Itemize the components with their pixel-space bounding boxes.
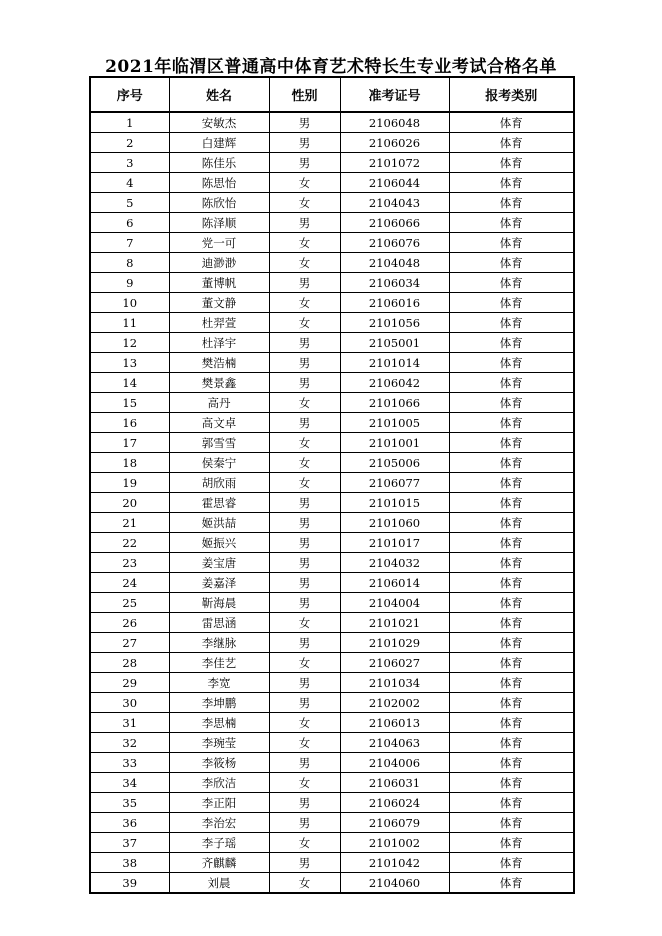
cell-exam-ticket-number: 2106014	[340, 573, 449, 593]
cell-serial-number: 12	[90, 333, 169, 353]
cell-serial-number: 21	[90, 513, 169, 533]
cell-serial-number: 14	[90, 373, 169, 393]
cell-gender: 女	[269, 833, 340, 853]
cell-application-category: 体育	[449, 633, 574, 653]
table-row	[90, 153, 574, 173]
cell-gender: 女	[269, 613, 340, 633]
cell-application-category: 体育	[449, 733, 574, 753]
cell-name: 安敏杰	[169, 112, 269, 133]
cell-application-category: 体育	[449, 112, 574, 133]
table-row	[90, 513, 574, 533]
cell-serial-number: 24	[90, 573, 169, 593]
cell-exam-ticket-number: 2104006	[340, 753, 449, 773]
cell-application-category: 体育	[449, 293, 574, 313]
table-body	[90, 112, 574, 893]
cell-name: 姜宝唐	[169, 553, 269, 573]
cell-name: 姬洪喆	[169, 513, 269, 533]
cell-exam-ticket-number: 2106048	[340, 112, 449, 133]
cell-exam-ticket-number: 2101034	[340, 673, 449, 693]
cell-exam-ticket-number: 2104060	[340, 873, 449, 894]
table-row	[90, 833, 574, 853]
cell-serial-number: 39	[90, 873, 169, 894]
cell-gender: 男	[269, 133, 340, 153]
cell-gender: 女	[269, 433, 340, 453]
cell-serial-number: 25	[90, 593, 169, 613]
cell-serial-number: 33	[90, 753, 169, 773]
table-row	[90, 613, 574, 633]
cell-serial-number: 31	[90, 713, 169, 733]
cell-serial-number: 35	[90, 793, 169, 813]
cell-exam-ticket-number: 2101056	[340, 313, 449, 333]
cell-gender: 女	[269, 173, 340, 193]
table-row	[90, 433, 574, 453]
cell-name: 李佳艺	[169, 653, 269, 673]
cell-application-category: 体育	[449, 713, 574, 733]
cell-exam-ticket-number: 2104032	[340, 553, 449, 573]
cell-gender: 男	[269, 533, 340, 553]
cell-name: 李欣洁	[169, 773, 269, 793]
cell-serial-number: 4	[90, 173, 169, 193]
cell-gender: 女	[269, 473, 340, 493]
cell-application-category: 体育	[449, 193, 574, 213]
cell-name: 董文静	[169, 293, 269, 313]
cell-exam-ticket-number: 2106024	[340, 793, 449, 813]
cell-name: 刘晨	[169, 873, 269, 894]
cell-gender: 女	[269, 233, 340, 253]
cell-name: 靳海晨	[169, 593, 269, 613]
cell-gender: 男	[269, 553, 340, 573]
header-exam-ticket-number: 准考证号	[340, 77, 449, 112]
table-row	[90, 373, 574, 393]
cell-application-category: 体育	[449, 153, 574, 173]
cell-exam-ticket-number: 2101021	[340, 613, 449, 633]
cell-application-category: 体育	[449, 213, 574, 233]
cell-name: 迪渺渺	[169, 253, 269, 273]
cell-application-category: 体育	[449, 333, 574, 353]
table-row	[90, 133, 574, 153]
cell-application-category: 体育	[449, 233, 574, 253]
cell-name: 胡欣雨	[169, 473, 269, 493]
cell-serial-number: 22	[90, 533, 169, 553]
cell-application-category: 体育	[449, 693, 574, 713]
cell-gender: 男	[269, 693, 340, 713]
cell-application-category: 体育	[449, 433, 574, 453]
cell-serial-number: 36	[90, 813, 169, 833]
table-row	[90, 873, 574, 894]
table-row	[90, 673, 574, 693]
cell-application-category: 体育	[449, 753, 574, 773]
cell-gender: 男	[269, 793, 340, 813]
cell-gender: 男	[269, 153, 340, 173]
cell-serial-number: 19	[90, 473, 169, 493]
cell-exam-ticket-number: 2106013	[340, 713, 449, 733]
cell-gender: 女	[269, 253, 340, 273]
cell-exam-ticket-number: 2101072	[340, 153, 449, 173]
cell-gender: 男	[269, 573, 340, 593]
cell-exam-ticket-number: 2101001	[340, 433, 449, 453]
cell-serial-number: 34	[90, 773, 169, 793]
cell-serial-number: 16	[90, 413, 169, 433]
table-row	[90, 473, 574, 493]
table-row	[90, 753, 574, 773]
cell-name: 樊浩楠	[169, 353, 269, 373]
cell-exam-ticket-number: 2106034	[340, 273, 449, 293]
cell-application-category: 体育	[449, 793, 574, 813]
cell-exam-ticket-number: 2106066	[340, 213, 449, 233]
cell-gender: 女	[269, 393, 340, 413]
cell-gender: 男	[269, 513, 340, 533]
cell-name: 陈佳乐	[169, 153, 269, 173]
cell-exam-ticket-number: 2106079	[340, 813, 449, 833]
table-row	[90, 493, 574, 513]
page-title: 2021年临渭区普通高中体育艺术特长生专业考试合格名单	[105, 57, 557, 77]
cell-name: 李正阳	[169, 793, 269, 813]
cell-serial-number: 20	[90, 493, 169, 513]
cell-exam-ticket-number: 2106031	[340, 773, 449, 793]
table-row	[90, 773, 574, 793]
cell-application-category: 体育	[449, 273, 574, 293]
cell-name: 白建辉	[169, 133, 269, 153]
cell-name: 董博帆	[169, 273, 269, 293]
cell-name: 李子瑶	[169, 833, 269, 853]
cell-serial-number: 9	[90, 273, 169, 293]
cell-application-category: 体育	[449, 553, 574, 573]
cell-gender: 女	[269, 713, 340, 733]
cell-application-category: 体育	[449, 833, 574, 853]
cell-serial-number: 32	[90, 733, 169, 753]
cell-application-category: 体育	[449, 133, 574, 153]
cell-exam-ticket-number: 2105001	[340, 333, 449, 353]
cell-application-category: 体育	[449, 653, 574, 673]
cell-exam-ticket-number: 2106077	[340, 473, 449, 493]
cell-application-category: 体育	[449, 473, 574, 493]
cell-exam-ticket-number: 2104004	[340, 593, 449, 613]
cell-application-category: 体育	[449, 393, 574, 413]
cell-application-category: 体育	[449, 513, 574, 533]
cell-serial-number: 1	[90, 112, 169, 133]
cell-name: 霍思睿	[169, 493, 269, 513]
cell-application-category: 体育	[449, 453, 574, 473]
cell-serial-number: 13	[90, 353, 169, 373]
cell-serial-number: 28	[90, 653, 169, 673]
cell-application-category: 体育	[449, 373, 574, 393]
table-row	[90, 353, 574, 373]
cell-exam-ticket-number: 2101029	[340, 633, 449, 653]
cell-gender: 男	[269, 373, 340, 393]
cell-gender: 男	[269, 353, 340, 373]
header-serial-number: 序号	[90, 77, 169, 112]
cell-name: 李宽	[169, 673, 269, 693]
cell-application-category: 体育	[449, 853, 574, 873]
table-row	[90, 553, 574, 573]
cell-exam-ticket-number: 2101014	[340, 353, 449, 373]
table-row	[90, 733, 574, 753]
table-row	[90, 333, 574, 353]
cell-application-category: 体育	[449, 873, 574, 894]
qualified-list-table	[89, 76, 575, 894]
table-row	[90, 793, 574, 813]
cell-serial-number: 7	[90, 233, 169, 253]
cell-serial-number: 2	[90, 133, 169, 153]
cell-name: 齐麒麟	[169, 853, 269, 873]
cell-serial-number: 18	[90, 453, 169, 473]
cell-name: 李思楠	[169, 713, 269, 733]
cell-name: 李治宏	[169, 813, 269, 833]
table-row	[90, 573, 574, 593]
cell-application-category: 体育	[449, 573, 574, 593]
cell-exam-ticket-number: 2106026	[340, 133, 449, 153]
cell-exam-ticket-number: 2104063	[340, 733, 449, 753]
cell-name: 侯秦宁	[169, 453, 269, 473]
cell-serial-number: 37	[90, 833, 169, 853]
cell-exam-ticket-number: 2101002	[340, 833, 449, 853]
cell-serial-number: 3	[90, 153, 169, 173]
cell-serial-number: 29	[90, 673, 169, 693]
cell-serial-number: 30	[90, 693, 169, 713]
cell-application-category: 体育	[449, 253, 574, 273]
table-row	[90, 593, 574, 613]
cell-serial-number: 27	[90, 633, 169, 653]
cell-exam-ticket-number: 2106027	[340, 653, 449, 673]
table-row	[90, 713, 574, 733]
cell-name: 杜泽宇	[169, 333, 269, 353]
cell-serial-number: 5	[90, 193, 169, 213]
header-gender: 性别	[269, 77, 340, 112]
cell-exam-ticket-number: 2104043	[340, 193, 449, 213]
cell-exam-ticket-number: 2106042	[340, 373, 449, 393]
cell-serial-number: 17	[90, 433, 169, 453]
cell-gender: 女	[269, 193, 340, 213]
table-row	[90, 393, 574, 413]
cell-serial-number: 38	[90, 853, 169, 873]
cell-exam-ticket-number: 2104048	[340, 253, 449, 273]
cell-name: 姜嘉泽	[169, 573, 269, 593]
cell-application-category: 体育	[449, 173, 574, 193]
cell-name: 樊景鑫	[169, 373, 269, 393]
cell-name: 杜羿萱	[169, 313, 269, 333]
cell-serial-number: 6	[90, 213, 169, 233]
cell-name: 郭雪雪	[169, 433, 269, 453]
table-row	[90, 293, 574, 313]
cell-gender: 女	[269, 313, 340, 333]
table-row	[90, 213, 574, 233]
cell-gender: 男	[269, 112, 340, 133]
cell-gender: 男	[269, 213, 340, 233]
cell-gender: 男	[269, 413, 340, 433]
cell-name: 高丹	[169, 393, 269, 413]
cell-name: 陈泽顺	[169, 213, 269, 233]
cell-gender: 男	[269, 593, 340, 613]
cell-serial-number: 26	[90, 613, 169, 633]
cell-name: 李筱杨	[169, 753, 269, 773]
cell-exam-ticket-number: 2101042	[340, 853, 449, 873]
cell-serial-number: 10	[90, 293, 169, 313]
cell-exam-ticket-number: 2101005	[340, 413, 449, 433]
cell-application-category: 体育	[449, 313, 574, 333]
cell-name: 高文卓	[169, 413, 269, 433]
cell-gender: 男	[269, 813, 340, 833]
cell-gender: 男	[269, 753, 340, 773]
table-row	[90, 653, 574, 673]
table-row	[90, 533, 574, 553]
cell-application-category: 体育	[449, 593, 574, 613]
table-row	[90, 813, 574, 833]
table-row	[90, 253, 574, 273]
cell-serial-number: 11	[90, 313, 169, 333]
cell-gender: 女	[269, 453, 340, 473]
cell-name: 陈思怡	[169, 173, 269, 193]
table-row	[90, 453, 574, 473]
cell-gender: 女	[269, 733, 340, 753]
cell-exam-ticket-number: 2106076	[340, 233, 449, 253]
cell-gender: 女	[269, 773, 340, 793]
cell-application-category: 体育	[449, 813, 574, 833]
cell-name: 姬振兴	[169, 533, 269, 553]
cell-name: 李琬莹	[169, 733, 269, 753]
cell-exam-ticket-number: 2106016	[340, 293, 449, 313]
cell-exam-ticket-number: 2101060	[340, 513, 449, 533]
header-name: 姓名	[169, 77, 269, 112]
header-application-category: 报考类别	[449, 77, 574, 112]
cell-application-category: 体育	[449, 613, 574, 633]
cell-gender: 女	[269, 653, 340, 673]
table-row	[90, 693, 574, 713]
cell-exam-ticket-number: 2101017	[340, 533, 449, 553]
cell-application-category: 体育	[449, 353, 574, 373]
cell-serial-number: 15	[90, 393, 169, 413]
table-row	[90, 413, 574, 433]
cell-exam-ticket-number: 2106044	[340, 173, 449, 193]
table-row	[90, 313, 574, 333]
cell-exam-ticket-number: 2101015	[340, 493, 449, 513]
table-row	[90, 193, 574, 213]
cell-serial-number: 23	[90, 553, 169, 573]
table-row	[90, 853, 574, 873]
cell-gender: 男	[269, 273, 340, 293]
cell-name: 陈欣怡	[169, 193, 269, 213]
cell-application-category: 体育	[449, 673, 574, 693]
cell-gender: 男	[269, 333, 340, 353]
cell-application-category: 体育	[449, 773, 574, 793]
cell-name: 党一可	[169, 233, 269, 253]
cell-application-category: 体育	[449, 413, 574, 433]
cell-gender: 男	[269, 633, 340, 653]
cell-gender: 男	[269, 493, 340, 513]
table-row	[90, 173, 574, 193]
cell-exam-ticket-number: 2105006	[340, 453, 449, 473]
table-row	[90, 233, 574, 253]
cell-exam-ticket-number: 2101066	[340, 393, 449, 413]
cell-application-category: 体育	[449, 533, 574, 553]
cell-name: 李继脉	[169, 633, 269, 653]
cell-name: 李坤鹏	[169, 693, 269, 713]
cell-application-category: 体育	[449, 493, 574, 513]
table-row	[90, 273, 574, 293]
cell-gender: 女	[269, 293, 340, 313]
cell-gender: 女	[269, 873, 340, 894]
cell-gender: 男	[269, 673, 340, 693]
table-header-row	[90, 77, 574, 112]
cell-name: 雷思涵	[169, 613, 269, 633]
cell-exam-ticket-number: 2102002	[340, 693, 449, 713]
table-row	[90, 633, 574, 653]
cell-gender: 男	[269, 853, 340, 873]
table-row	[90, 112, 574, 133]
cell-serial-number: 8	[90, 253, 169, 273]
